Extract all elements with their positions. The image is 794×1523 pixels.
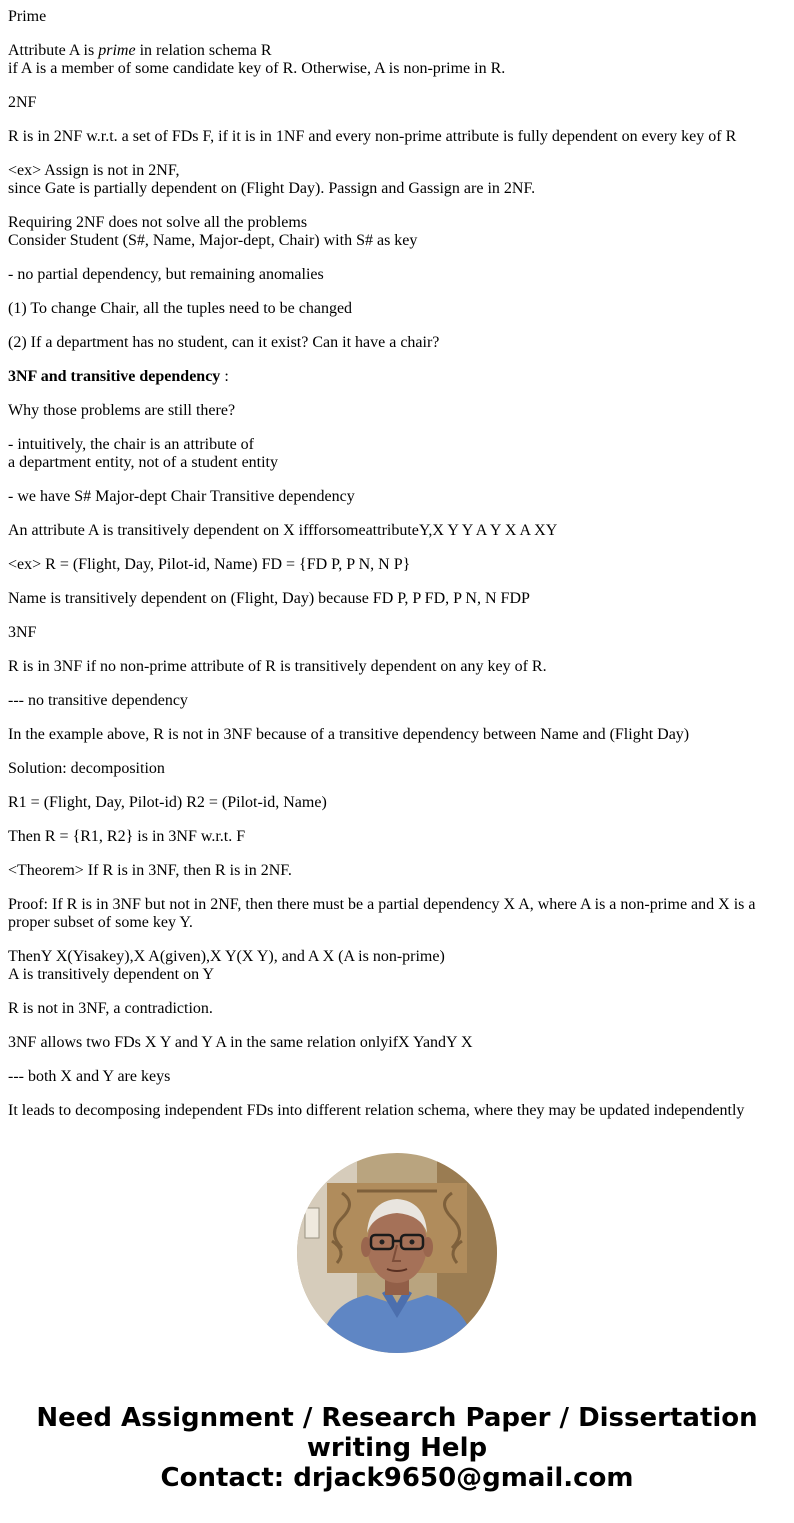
avatar-photo-icon xyxy=(297,1153,497,1353)
we-have: - we have S# Major-dept Chair Transitive dependency xyxy=(8,488,355,505)
both-keys: --- both X and Y are keys xyxy=(8,1068,171,1085)
nf3-transitive-suffix: : xyxy=(220,368,229,385)
example-assign-line1: <ex> Assign is not in 2NF, xyxy=(8,162,180,179)
prime-definition-post: in relation schema R xyxy=(135,42,272,59)
why-question: Why those problems are still there? xyxy=(8,402,236,419)
anomaly-2: (2) If a department has no student, can it exist? Can it have a chair? xyxy=(8,334,440,351)
nf2-heading: 2NF xyxy=(8,94,37,111)
then-y xyxy=(8,948,786,984)
intuitively-line1: - intuitively, the chair is an attribute of xyxy=(8,436,254,453)
intuitively xyxy=(8,436,786,472)
contradiction: R is not in 3NF, a contradiction. xyxy=(8,1000,213,1017)
prime-definition-pre: Attribute A is xyxy=(8,42,99,59)
solution: Solution: decomposition xyxy=(8,760,165,777)
example-assign-line2: since Gate is partially dependent on (Flight Day). Passign and Gassign are in 2NF. xyxy=(8,180,536,197)
footer-banner xyxy=(0,1403,794,1493)
intuitively-line2: a department entity, not of a student entity xyxy=(8,454,278,471)
transitive-definition: An attribute A is transitively dependent on X iffforsomeattributeY,X Y Y A Y X A XY xyxy=(8,522,558,539)
requiring-2nf-line2: Consider Student (S#, Name, Major-dept, Chair) with S# as key xyxy=(8,232,418,249)
no-transitive: --- no transitive dependency xyxy=(8,692,188,709)
prime-definition-line2: if A is a member of some candidate key of R. Otherwise, A is non-prime in R. xyxy=(8,60,506,77)
requiring-2nf-line1: Requiring 2NF does not solve all the problems xyxy=(8,214,308,231)
prime-term: prime xyxy=(98,42,136,59)
prime-heading: Prime xyxy=(8,8,47,25)
prime-definition-line1 xyxy=(8,42,786,60)
allows: 3NF allows two FDs X Y and Y A in the same relation onlyifX YandY X xyxy=(8,1034,473,1051)
nf2-definition: R is in 2NF w.r.t. a set of FDs F, if it is in 1NF and every non-prime attribute is fully dependent on every key of R xyxy=(8,128,737,145)
name-transitive: Name is transitively dependent on (Flight, Day) because FD P, P FD, P N, N FDP xyxy=(8,590,530,607)
proof: Proof: If R is in 3NF but not in 2NF, then there must be a partial dependency X A, where A is a non-prime and X is a proper subset of some key Y. xyxy=(8,896,756,931)
footer-contact: Contact: drjack9650@gmail.com xyxy=(160,1463,634,1493)
nf3-heading: 3NF xyxy=(8,624,37,641)
theorem: <Theorem> If R is in 3NF, then R is in 2NF. xyxy=(8,862,292,879)
then-y-line1: ThenY X(Yisakey),X A(given),X Y(X Y), and A X (A is non-prime) xyxy=(8,948,445,965)
then-r: Then R = {R1, R2} is in 3NF w.r.t. F xyxy=(8,828,246,845)
requiring-2nf xyxy=(8,214,786,250)
nf3-definition: R is in 3NF if no non-prime attribute of R is transitively dependent on any key of R. xyxy=(8,658,547,675)
nf3-transitive-bold: 3NF and transitive dependency xyxy=(8,368,221,385)
document-body xyxy=(8,8,786,1136)
example-above: In the example above, R is not in 3NF because of a transitive dependency between Name and (Flight Day) xyxy=(8,726,690,743)
person-photo-avatar xyxy=(297,1153,497,1353)
example-assign xyxy=(8,162,786,198)
r1-r2: R1 = (Flight, Day, Pilot-id) R2 = (Pilot-id, Name) xyxy=(8,794,327,811)
leads: It leads to decomposing independent FDs into different relation schema, where they may be updated independently xyxy=(8,1102,745,1119)
anomaly-1: (1) To change Chair, all the tuples need to be changed xyxy=(8,300,353,317)
prime-definition xyxy=(8,42,786,78)
then-y-line2: A is transitively dependent on Y xyxy=(8,966,215,983)
footer-line1: Need Assignment / Research Paper / Dissertation xyxy=(36,1403,758,1433)
example-flight: <ex> R = (Flight, Day, Pilot-id, Name) FD = {FD P, P N, N P} xyxy=(8,556,411,573)
no-partial-dependency: - no partial dependency, but remaining anomalies xyxy=(8,266,324,283)
nf3-transitive-heading xyxy=(8,368,786,386)
footer-line2: writing Help xyxy=(306,1433,488,1463)
